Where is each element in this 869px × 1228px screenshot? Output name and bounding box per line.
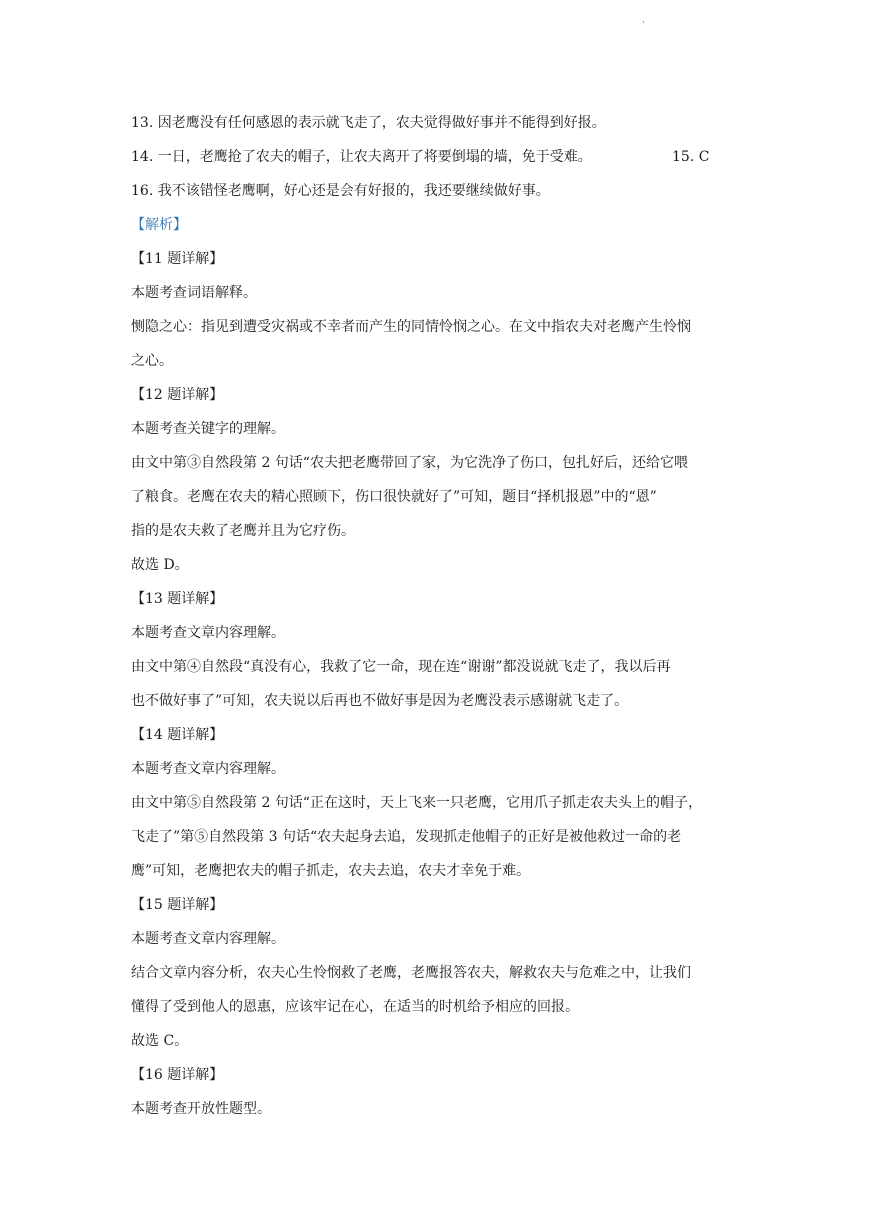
q12-line: 了粮食。老鹰在农夫的精心照顾下，伤口很快就好了”可知，题目“择机报恩”中的“恩” (131, 489, 657, 505)
answer-13: 13. 因老鹰没有任何感恩的表示就飞走了，农夫觉得做好事并不能得到好报。 (131, 115, 606, 131)
q12-line: 由文中第③自然段第 2 句话“农夫把老鹰带回了家，为它洗净了伤口，包扎好后，还给它喂 (131, 455, 688, 471)
q13-line: 由文中第④自然段“真没有心，我救了它一命，现在连“谢谢”都没说就飞走了，我以后再 (131, 659, 671, 675)
q11-line: 之心。 (131, 353, 173, 369)
q13-line: 也不做好事了”可知，农夫说以后再也不做好事是因为老鹰没表示感谢就飞走了。 (131, 693, 629, 709)
analysis-label: 【解析】 (131, 217, 187, 233)
q15-line: 懂得了受到他人的恩惠，应该牢记在心，在适当的时机给予相应的回报。 (131, 999, 579, 1015)
answer-16: 16. 我不该错怪老鹰啊，好心还是会有好报的，我还要继续做好事。 (131, 183, 550, 199)
q15-line: 本题考查文章内容理解。 (131, 931, 285, 947)
q16-heading: 【16 题详解】 (131, 1067, 224, 1083)
q15-line: 结合文章内容分析，农夫心生怜悯救了老鹰，老鹰报答农夫，解救农夫与危难之中，让我们 (131, 965, 691, 981)
q16-line: 本题考查开放性题型。 (131, 1101, 271, 1117)
q11-heading: 【11 题详解】 (131, 251, 224, 267)
q15-line: 故选 C。 (131, 1033, 189, 1049)
q14-line: 由文中第⑤自然段第 2 句话“正在这时，天上飞来一只老鹰，它用爪子抓走农夫头上的帽子， (131, 795, 702, 811)
q11-line: 本题考查词语解释。 (131, 285, 257, 301)
q14-line: 本题考查文章内容理解。 (131, 761, 285, 777)
header-mark: · (642, 18, 645, 28)
q14-line: 鹰”可知，老鹰把农夫的帽子抓走，农夫去追，农夫才幸免于难。 (131, 863, 531, 879)
q13-heading: 【13 题详解】 (131, 591, 224, 607)
q14-line: 飞走了”第⑤自然段第 3 句话“农夫起身去追，发现抓走他帽子的正好是被他救过一命的老 (131, 829, 682, 845)
answer-14: 14. 一日，老鹰抢了农夫的帽子，让农夫离开了将要倒塌的墙，免于受难。 (131, 149, 592, 165)
q11-line: 恻隐之心：指见到遭受灾祸或不幸者而产生的同情怜悯之心。在文中指农夫对老鹰产生怜悯 (131, 319, 691, 335)
q12-line: 故选 D。 (131, 557, 189, 573)
q14-heading: 【14 题详解】 (131, 727, 224, 743)
q15-heading: 【15 题详解】 (131, 897, 224, 913)
answer-14-row (131, 148, 592, 166)
q12-line: 本题考查关键字的理解。 (131, 421, 285, 437)
q12-heading: 【12 题详解】 (131, 387, 224, 403)
answer-15: 15. C (672, 149, 710, 165)
q12-line: 指的是农夫救了老鹰并且为它疗伤。 (131, 523, 355, 539)
q13-line: 本题考查文章内容理解。 (131, 625, 285, 641)
